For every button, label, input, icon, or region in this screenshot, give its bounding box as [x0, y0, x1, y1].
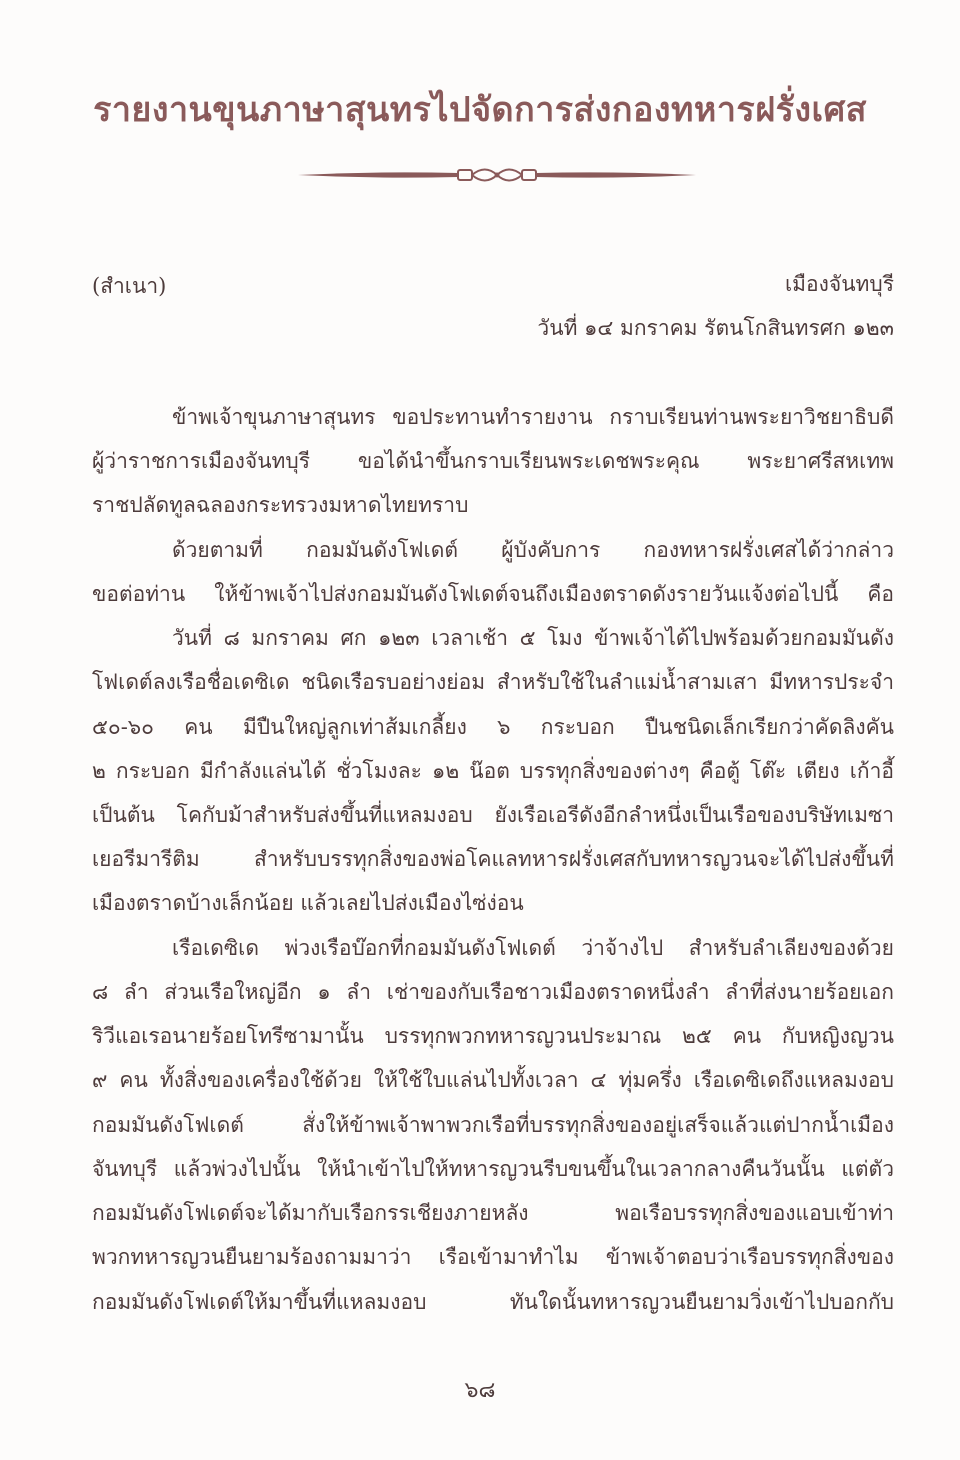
- body-line: ริวีแอเรอนายร้อยโทรีซามานั้น บรรทุกพวกทหารญวนประมาณ ๒๕ คน กับหญิงญวน: [92, 1024, 894, 1048]
- body-line: วันที่ ๘ มกราคม ศก ๑๒๓ เวลาเช้า ๕ โมง ข้าพเจ้าได้ไปพร้อมด้วยกอมมันดัง: [172, 626, 894, 650]
- document-date: วันที่ ๑๔ มกราคม รัตนโกสินทรศก ๑๒๓: [537, 316, 894, 340]
- body-line: ด้วยตามที่ กอมมันดังโฟเดต์ ผู้บังคับการ กองทหารฝรั่งเศสได้ว่ากล่าว: [172, 538, 894, 562]
- body-line: จันทบุรี แล้วพ่วงไปนั้น ให้นำเข้าไปให้ทหารญวนรีบขนขึ้นในเวลากลางคืนวันนั้น แต่ตัว: [92, 1157, 894, 1181]
- body-line: ๒ กระบอก มีกำลังแล่นได้ ชั่วโมงละ ๑๒ น๊อต บรรทุกสิ่งของต่างๆ คือตู้ โต๊ะ เตียง เก้าอี้: [92, 759, 894, 783]
- title-ornament-divider: [298, 160, 696, 190]
- body-line: เมืองตราดบ้างเล็กน้อย แล้วเลยไปส่งเมืองไซ่ง่อน: [92, 891, 524, 915]
- body-line: ราชปลัดทูลฉลองกระทรวงมหาดไทยทราบ: [92, 493, 469, 517]
- copy-label: (สำเนา): [92, 274, 167, 298]
- body-line: เป็นต้น โคกับม้าสำหรับส่งขึ้นที่แหลมงอบ ยังเรือเอรีดังอีกลำหนึ่งเป็นเรือของบริษัทเมซา: [92, 803, 894, 827]
- body-line: พวกทหารญวนยืนยามร้องถามมาว่า เรือเข้ามาทำไม ข้าพเจ้าตอบว่าเรือบรรทุกสิ่งของ: [92, 1245, 894, 1269]
- body-line: ขอต่อท่าน ให้ข้าพเจ้าไปส่งกอมมันดังโฟเดต์จนถึงเมืองตราดดังรายวันแจ้งต่อไปนี้ คือ: [92, 582, 894, 606]
- body-line: เยอรีมารีติม สำหรับบรรทุกสิ่งของพ่อโคแลทหารฝรั่งเศสกับทหารญวนจะได้ไปส่งขึ้นที่: [92, 847, 894, 871]
- body-line: ๘ ลำ ส่วนเรือใหญ่อีก ๑ ลำ เช่าของกับเรือชาวเมืองตราดหนึ่งลำ ลำที่ส่งนายร้อยเอก: [92, 980, 894, 1004]
- location-heading: เมืองจันทบุรี: [785, 272, 894, 296]
- body-line: กอมมันดังโฟเดต์จะได้มากับเรือกรรเชียงภายหลัง พอเรือบรรทุกสิ่งของแอบเข้าท่า: [92, 1201, 894, 1225]
- body-line: เรือเดซิเด พ่วงเรือบ๊อกที่กอมมันดังโฟเดต์ ว่าจ้างไป สำหรับลำเลียงของด้วย: [172, 936, 894, 960]
- body-line: โฟเดต์ลงเรือชื่อเดซิเด ชนิดเรือรบอย่างย่อม สำหรับใช้ในลำแม่น้ำสามเสา มีทหารประจำ: [92, 670, 894, 694]
- body-line: กอมมันดังโฟเดต์ สั่งให้ข้าพเจ้าพาพวกเรือที่บรรทุกสิ่งของอยู่เสร็จแล้วแต่ปากน้ำเมือง: [92, 1113, 894, 1137]
- body-line: ผู้ว่าราชการเมืองจันทบุรี ขอได้นำขึ้นกราบเรียนพระเดชพระคุณ พระยาศรีสหเทพ: [92, 449, 894, 473]
- body-line: ข้าพเจ้าขุนภาษาสุนทร ขอประทานทำรายงาน กราบเรียนท่านพระยาวิชยาธิบดี: [172, 405, 894, 429]
- document-title: รายงานขุนภาษาสุนทรไปจัดการส่งกองทหารฝรั่งเศส: [93, 90, 867, 130]
- body-line: ๕๐-๖๐ คน มีปืนใหญ่ลูกเท่าส้มเกลี้ยง ๖ กระบอก ปืนชนิดเล็กเรียกว่าคัดลิงคัน: [92, 715, 894, 739]
- page-number: ๖๘: [464, 1378, 496, 1403]
- body-line: กอมมันดังโฟเดต์ให้มาขึ้นที่แหลมงอบ ทันใดนั้นทหารญวนยืนยามวิ่งเข้าไปบอกกับ: [92, 1290, 894, 1314]
- body-line: ๙ คน ทั้งสิ่งของเครื่องใช้ด้วย ให้ใช้ใบแล่นไปทั้งเวลา ๔ ทุ่มครึ่ง เรือเดซิเดถึงแหลมงอบ: [92, 1068, 894, 1092]
